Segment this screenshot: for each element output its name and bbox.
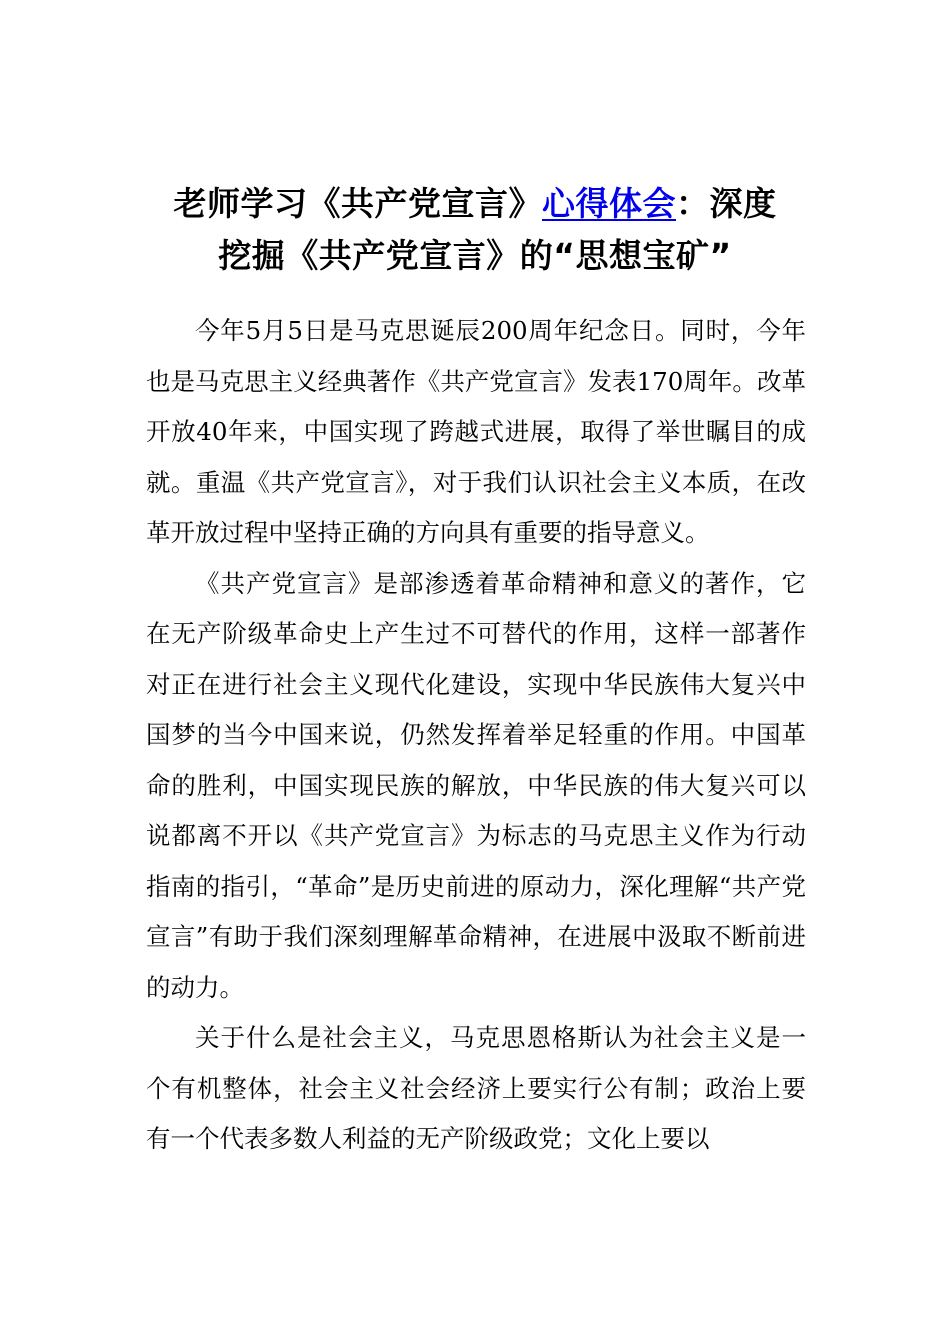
paragraph-2: 《共产党宣言》是部渗透着革命精神和意义的著作，它在无产阶级革命史上产生过不可替代的作用，这样一部著作对正在进行社会主义现代化建设，实现中华民族伟大复兴中国梦的当今中国来说，仍然发挥着举足轻重的作用。中国革命的胜利，中国实现民族的解放，中华民族的伟大复兴可以说都离不开以《共产党宣言》为标志的马克思主义作为行动指南的指引，“革命”是历史前进的原动力，深化理解“共产党宣言”有助于我们深刻理解革命精神，在进展中汲取不断前进的动力。 <box>146 568 806 1002</box>
document-title <box>140 178 810 282</box>
title-part-1: 老师学习《共产党宣言》 <box>173 184 542 223</box>
title-part-2: ：深度 <box>676 184 777 223</box>
document-body <box>146 306 806 1165</box>
title-line-1 <box>140 178 810 230</box>
title-link[interactable]: 心得体会 <box>542 184 676 223</box>
paragraph-1: 今年5月5日是马克思诞辰200周年纪念日。同时，今年也是马克思主义经典著作《共产党宣言》发表170周年。改革开放40年来，中国实现了跨越式进展，取得了举世瞩目的成就。重温《共产党宣言》，对于我们认识社会主义本质，在改革开放过程中坚持正确的方向具有重要的指导意义。 <box>146 316 806 547</box>
paragraph-3: 关于什么是社会主义，马克思恩格斯认为社会主义是一个有机整体，社会主义社会经济上要实行公有制；政治上要有一个代表多数人利益的无产阶级政党；文化上要以 <box>146 1023 806 1153</box>
title-line-2: 挖掘《共产党宣言》的“思想宝矿” <box>218 236 732 275</box>
